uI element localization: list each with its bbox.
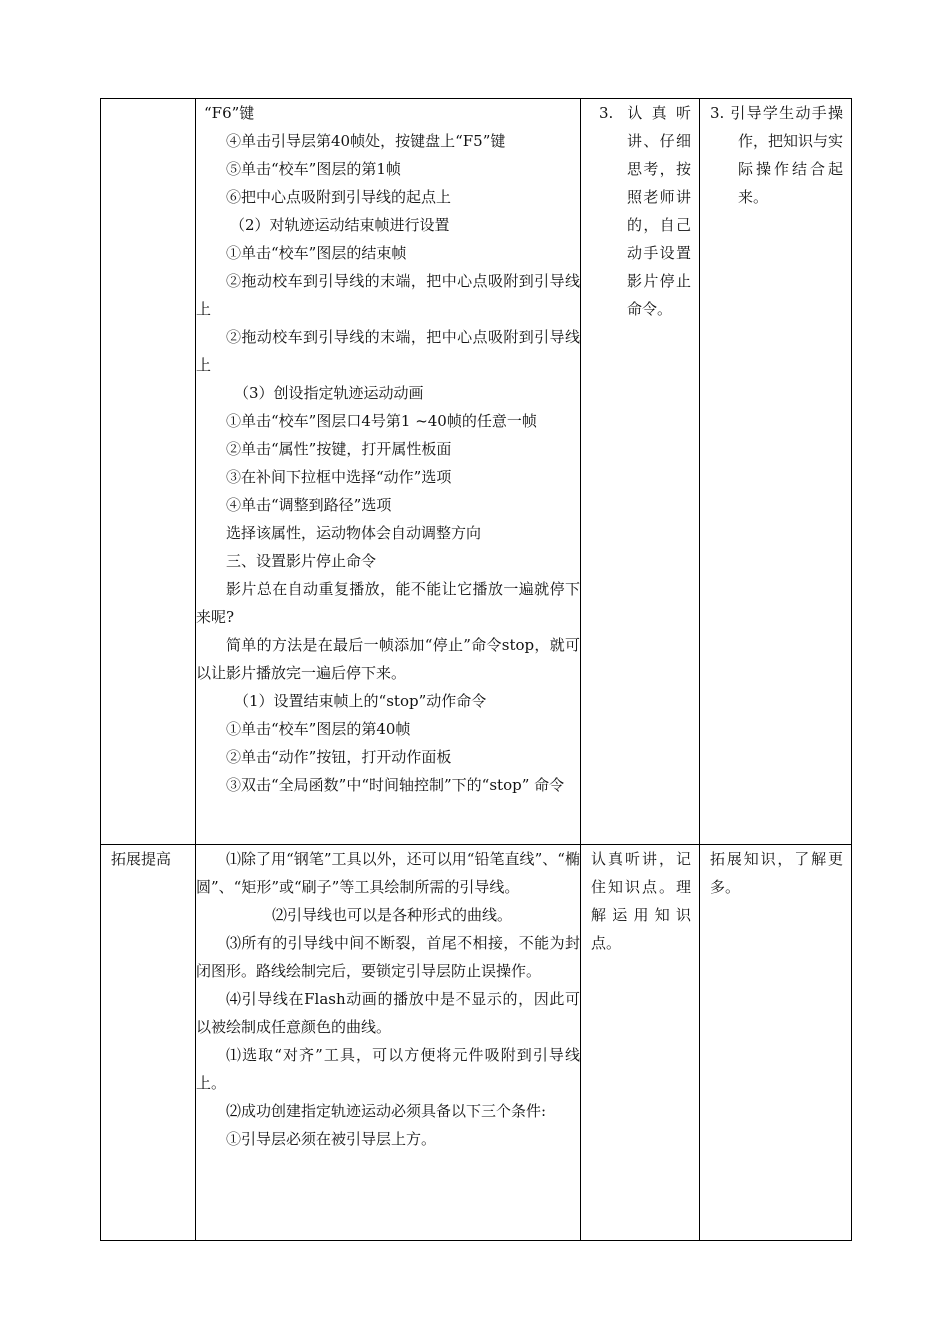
student-activity-cell (581, 99, 700, 845)
content-line: ⑥把中心点吸附到引导线的起点上 (226, 188, 452, 206)
content-line: （2）对轨迹运动结束帧进行设置 (230, 216, 450, 234)
content-line: 影片总在自动重复播放，能不能让它播放一遍就停下来呢? (196, 580, 580, 626)
content-line: ⑴除了用“钢笔”工具以外，还可以用“铅笔直线”、“椭圆”、“矩形”或“刷子”等工具绘制所需的引导线。 (196, 850, 580, 896)
student-activity-cell (581, 845, 700, 1241)
content-line: ②单击“属性”按键，打开属性板面 (226, 440, 452, 458)
content-line: 选择该属性，运动物体会自动调整方向 (226, 524, 482, 542)
content-line: ②拖动校车到引导线的末端，把中心点吸附到引导线上 (196, 272, 580, 318)
content-line: ④单击“调整到路径”选项 (226, 496, 392, 514)
content-line: ①引导层必须在被引导层上方。 (226, 1130, 437, 1148)
content-line: ⑤单击“校车”图层的第1帧 (226, 160, 401, 178)
teacher-intent-text: 3. 引导学生动手操作，把知识与实际操作结合起来。 (710, 104, 844, 206)
stage-label: 拓展提高 (111, 850, 172, 868)
content-line: ⑷引导线在Flash动画的播放中是不显示的，因此可以被绘制成任意颜色的曲线。 (196, 990, 580, 1036)
content-line: ⑶所有的引导线中间不断裂，首尾不相接，不能为封闭图形。路线绘制完后，要锁定引导层防止误操作。 (196, 934, 580, 980)
content-line: 三、设置影片停止命令 (226, 552, 377, 570)
teacher-intent-cell (700, 845, 852, 1241)
content-line: ②单击“动作”按钮，打开动作面板 (226, 748, 452, 766)
content-line: ⑴选取“对齐”工具，可以方便将元件吸附到引导线上。 (196, 1046, 580, 1092)
content-line: ④单击引导层第40帧处，按键盘上“F5”键 (226, 132, 506, 150)
teacher-intent-text: 拓展知识，了解更多。 (710, 850, 843, 896)
content-line: ⑵成功创建指定轨迹运动必须具备以下三个条件: (226, 1102, 547, 1120)
content-line: （3）创设指定轨迹运动动画 (234, 384, 424, 402)
student-activity-text: 认真听讲，记住知识点。理解运用知识点。 (591, 850, 691, 952)
content-line: ③在补间下拉框中选择“动作”选项 (226, 468, 452, 486)
content-line: ⑵引导线也可以是各种形式的曲线。 (272, 906, 513, 924)
teacher-intent-cell (700, 99, 852, 845)
content-line: ①单击“校车”图层的结束帧 (226, 244, 407, 262)
content-line: 简单的方法是在最后一帧添加“停止”命令stop，就可以让影片播放完一遍后停下来。 (196, 636, 580, 682)
content-line: ①单击“校车”图层口4号第1 ~40帧的任意一帧 (226, 412, 537, 430)
table-row (101, 845, 852, 1241)
content-cell (196, 845, 581, 1241)
content-cell (196, 99, 581, 845)
content-line: ②拖动校车到引导线的末端，把中心点吸附到引导线上 (196, 328, 580, 374)
content-line: ①单击“校车”图层的第40帧 (226, 720, 411, 738)
content-line: ③双击“全局函数”中“时间轴控制”下的“stop” 命令 (226, 776, 565, 794)
content-line: （1）设置结束帧上的“stop”动作命令 (234, 692, 487, 710)
content-line: “F6”键 (204, 104, 255, 122)
stage-cell (101, 99, 196, 845)
table-row (101, 99, 852, 845)
lesson-plan-table (100, 98, 852, 1241)
student-activity-text: 3. 认真听讲、仔细思考，按照老师讲的，自己动手设置影片停止命令。 (599, 104, 691, 318)
stage-cell (101, 845, 196, 1241)
